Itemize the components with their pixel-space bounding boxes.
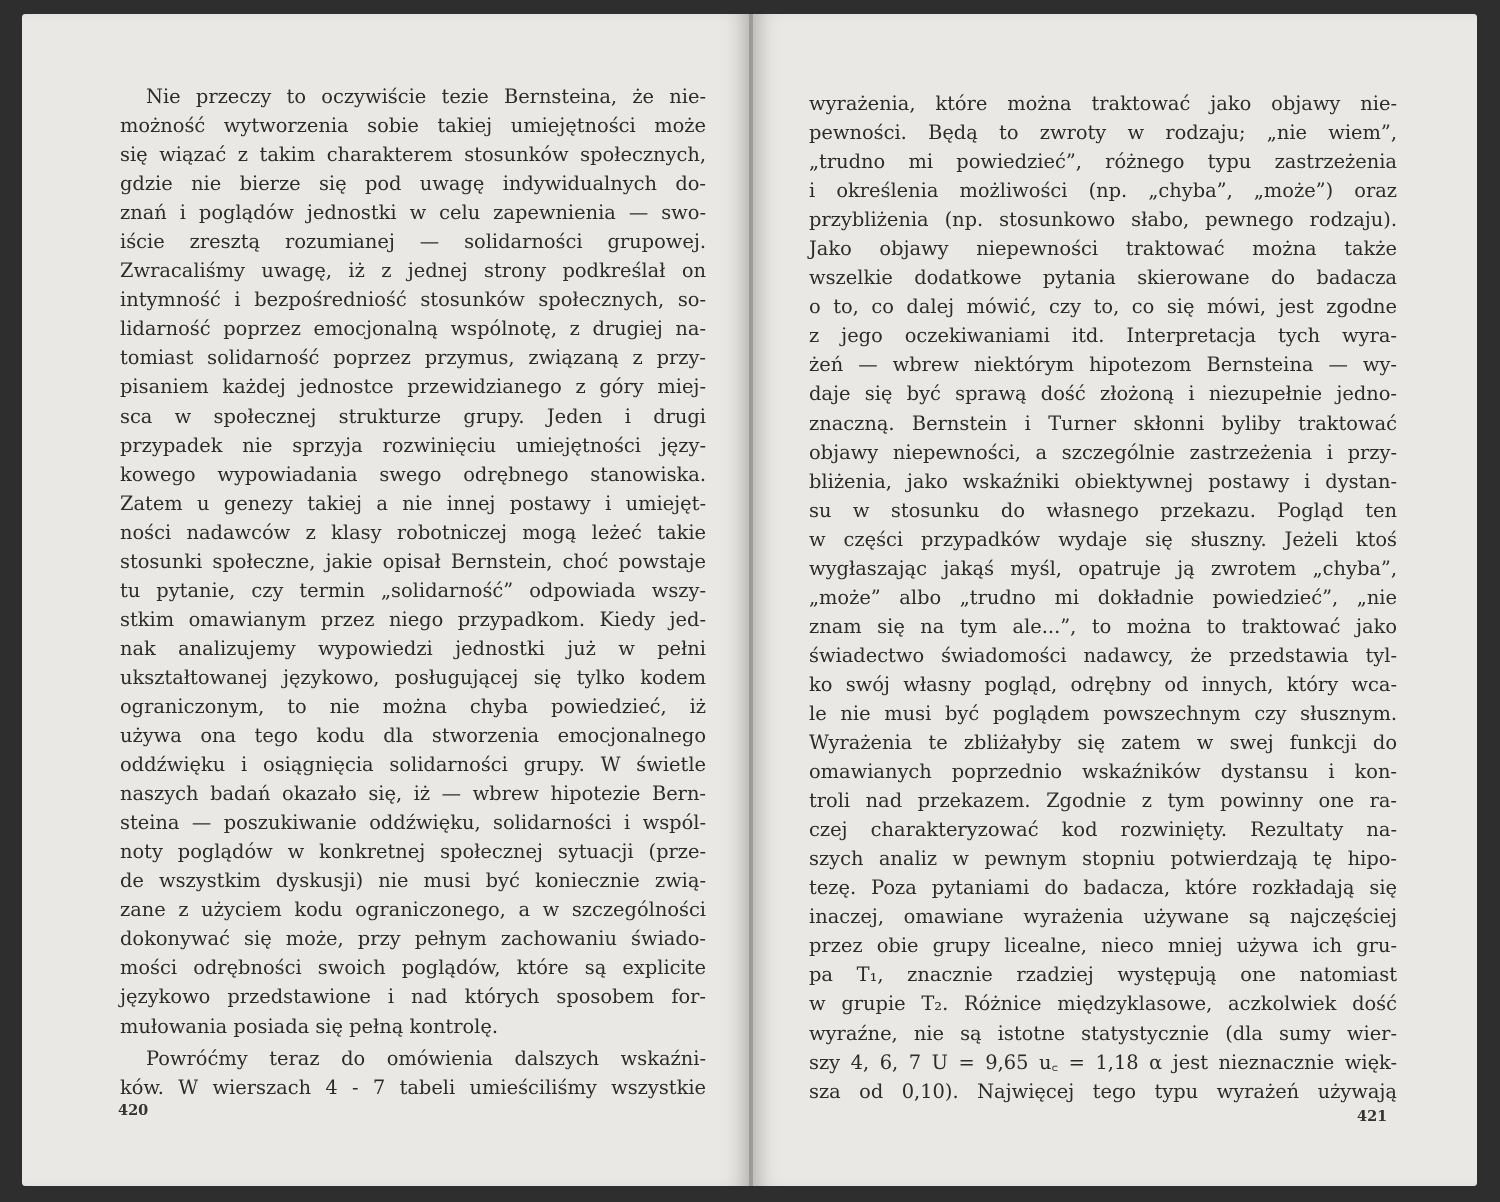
text-line: Zatem u genezy takiej a nie innej postawy i umiejęt- — [120, 491, 706, 515]
text-line: ków. W wierszach 4 - 7 tabeli umieściliśmy wszystkie — [120, 1075, 706, 1099]
text-line: de wszystkim dyskusji) nie musi być koniecznie zwią- — [120, 869, 706, 893]
right-page-text — [809, 89, 1397, 1106]
text-line: nak analizujemy wypowiedzi jednostki już w pełni — [120, 636, 706, 660]
text-line: inaczej, omawiane wyrażenia używane są najczęściej — [809, 905, 1397, 929]
text-line: tomiast solidarność poprzez przymus, związaną z przy- — [120, 346, 706, 370]
text-line: wyrażenia, które można traktować jako objawy nie- — [809, 92, 1397, 115]
text-line: sza od 0,10). Najwięcej tego typu wyrażeń używają — [809, 1079, 1397, 1103]
right-page — [753, 14, 1477, 1186]
text-line: używa ona tego kodu dla stworzenia emocjonalnego — [120, 724, 706, 748]
text-line: lidarność poprzez emocjonalną wspólnotę, z drugiej na- — [120, 317, 706, 341]
text-line: żeń — wbrew niektórym hipotezom Bernsteina — wy- — [809, 353, 1397, 377]
text-line: ograniczonym, to nie można chyba powiedzieć, iż — [120, 694, 706, 718]
text-line: szych analiz w pewnym stopniu potwierdzają tę hipo- — [809, 847, 1397, 871]
right-page-number: 421 — [1357, 1108, 1388, 1125]
text-line: ukształtowanej językowo, posługującej się tylko kodem — [120, 665, 706, 689]
text-line: „może” albo „trudno mi dokładnie powiedzieć”, „nie — [809, 585, 1397, 609]
text-line: szy 4, 6, 7 U = 9,65 u꜀ = 1,18 α jest nieznacznie więk- — [809, 1050, 1397, 1074]
text-line: ko swój własny pogląd, odrębny od innych, który wca- — [809, 672, 1397, 696]
text-line: objawy niepewności, a szczególnie zastrzeżenia i przy- — [809, 440, 1397, 464]
text-line: oddźwięku i osiągnięcia solidarności grupy. W świetle — [120, 753, 706, 777]
text-line: zane z użyciem kodu ograniczonego, a w szczególności — [120, 898, 706, 922]
text-line: pisaniem każdej jednostce przewidzianego z góry miej- — [120, 375, 706, 399]
text-line: wszelkie dodatkowe pytania skierowane do badacza — [809, 266, 1397, 290]
text-line: możność wytworzenia sobie takiej umiejętności może — [120, 114, 706, 138]
text-line: stosunki społeczne, jakie opisał Bernstein, choć powstaje — [120, 549, 706, 573]
left-page-number: 420 — [118, 1102, 149, 1119]
text-line: i określenia możliwości (np. „chyba”, „może”) oraz — [809, 179, 1397, 203]
text-line: naszych badań okazało się, iż — wbrew hipotezie Bern- — [120, 782, 706, 806]
text-line: mości odrębności swoich poglądów, które są explicite — [120, 956, 706, 980]
text-line: stkim omawianym przez niego przypadkom. Kiedy jed- — [120, 607, 706, 631]
text-line: przypadek nie sprzyja rozwinięciu umiejętności języ- — [120, 433, 706, 457]
text-line: przybliżenia (np. stosunkowo słabo, pewnego rodzaju). — [809, 208, 1397, 232]
text-line: wyraźne, nie są istotne statystycznie (dla sumy wier- — [809, 1021, 1397, 1045]
text-line: czej charakteryzować kod rozwinięty. Rezultaty na- — [809, 818, 1397, 842]
left-page-text — [120, 82, 706, 1102]
text-line: świadectwo świadomości nadawcy, że przedstawia tyl- — [809, 643, 1397, 667]
text-line: w części przypadków wydaje się słuszny. Jeżeli ktoś — [809, 527, 1397, 551]
text-line: się wiązać z takim charakterem stosunków społecznych, — [120, 143, 706, 167]
text-line: z jego oczekiwaniami itd. Interpretacja tych wyra- — [809, 324, 1397, 348]
text-line: troli nad przekazem. Zgodnie z tym powinny one ra- — [809, 789, 1397, 813]
text-line: steina — poszukiwanie oddźwięku, solidarności i wspól- — [120, 811, 706, 835]
text-line: noty poglądów w konkretnej społecznej sytuacji (prze- — [120, 840, 706, 864]
text-line: mułowania posiada się pełną kontrolę. — [120, 1014, 499, 1038]
text-line: „trudno mi powiedzieć”, różnego typu zastrzeżenia — [809, 150, 1397, 174]
text-line: gdzie nie bierze się pod uwagę indywidualnych do- — [120, 172, 706, 196]
text-line: wygłaszając jakąś myśl, opatruje ją zwrotem „chyba”, — [809, 556, 1397, 580]
text-line: o to, co dalej mówić, czy to, co się mówi, jest zgodne — [809, 295, 1397, 319]
text-line: Wyrażenia te zbliżałyby się zatem w swej funkcji do — [809, 731, 1397, 755]
text-line: sca w społecznej strukturze grupy. Jeden i drugi — [120, 404, 706, 428]
left-page — [22, 14, 749, 1186]
text-line: Jako objawy niepewności traktować można także — [809, 237, 1397, 261]
text-line: Powróćmy teraz do omówienia dalszych wskaźni- — [146, 1046, 706, 1070]
text-line: su w stosunku do własnego przekazu. Pogląd ten — [809, 498, 1397, 522]
text-line: dokonywać się może, przy pełnym zachowaniu świado- — [120, 927, 706, 951]
text-line: tu pytanie, czy termin „solidarność” odpowiada wszy- — [120, 578, 706, 602]
text-line: pewności. Będą to zwroty w rodzaju; „nie wiem”, — [809, 121, 1397, 145]
text-line: daje się być sprawą dość złożoną i niezupełnie jedno- — [809, 382, 1397, 406]
text-line: intymność i bezpośredniość stosunków społecznych, so- — [120, 288, 706, 312]
text-line: językowo przedstawione i nad których sposobem for- — [120, 985, 706, 1009]
text-line: Nie przeczy to oczywiście tezie Bernsteina, że nie- — [146, 85, 706, 108]
text-line: bliżenia, jako wskaźniki obiektywnej postawy i dystan- — [809, 469, 1397, 493]
text-line: iście zresztą rozumianej — solidarności grupowej. — [120, 230, 706, 254]
text-line: znam się na tym ale...”, to można to traktować jako — [809, 614, 1397, 638]
text-line: kowego wypowiadania swego odrębnego stanowiska. — [120, 462, 706, 486]
text-line: le nie musi być poglądem powszechnym czy słusznym. — [809, 701, 1397, 725]
text-line: pa T₁, znacznie rzadziej występują one natomiast — [809, 963, 1397, 987]
text-line: znań i poglądów jednostki w celu zapewnienia — swo- — [120, 201, 706, 225]
text-line: w grupie T₂. Różnice międzyklasowe, aczkolwiek dość — [809, 992, 1397, 1016]
text-line: omawianych poprzednio wskaźników dystansu i kon- — [809, 760, 1397, 784]
text-line: ności nadawców z klasy robotniczej mogą leżeć takie — [120, 520, 706, 544]
text-line: znaczną. Bernstein i Turner skłonni byliby traktować — [809, 411, 1397, 435]
text-line: przez obie grupy licealne, nieco mniej używa ich gru- — [809, 934, 1397, 958]
text-line: tezę. Poza pytaniami do badacza, które rozkładają się — [809, 876, 1397, 900]
text-line: Zwracaliśmy uwagę, iż z jednej strony podkreślał on — [120, 259, 706, 283]
